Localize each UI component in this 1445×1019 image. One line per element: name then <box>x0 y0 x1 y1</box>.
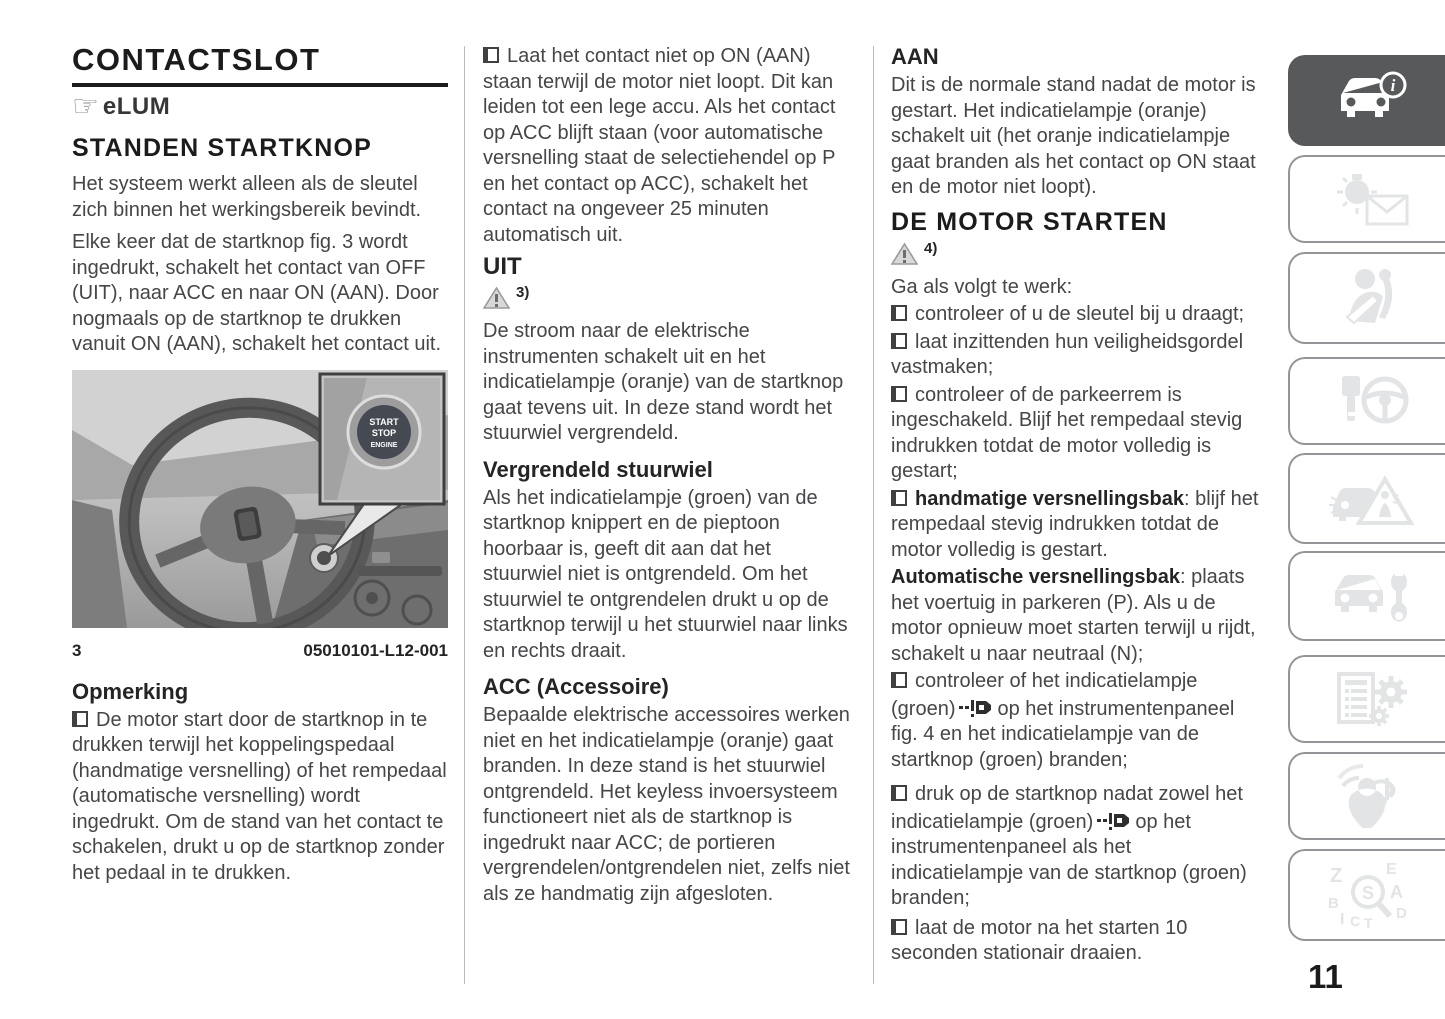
acc-title: ACC (Accessoire) <box>483 674 669 699</box>
note-title: Opmerking <box>72 678 189 704</box>
warning-reference <box>891 239 1263 266</box>
warning-ref-number: 4) <box>924 239 938 257</box>
bullet-paragraph: laat de motor na het starten 10 seconden stationair draaien. <box>891 916 1188 964</box>
svg-text:ENGINE: ENGINE <box>370 441 398 449</box>
paragraph: Automatische versnellingsbak: plaats het voertuig in parkeren (P). Als u de motor opnieuw moet starten terwijl u rijdt, schakelt u naar neutraal (N); <box>891 566 1256 665</box>
emergency-triangle-icon <box>1327 467 1417 531</box>
car-wrench-icon <box>1329 564 1415 628</box>
figure-caption <box>72 641 448 661</box>
column-3 <box>891 44 1263 969</box>
square-bullet <box>891 386 907 402</box>
figure-number: 3 <box>72 640 82 660</box>
square-bullet <box>891 305 907 321</box>
bullet-paragraph: controleer of de parkeerrem is ingeschakeld. Blijf het rempedaal stevig indrukken totdat de motor volledig is gestart; <box>891 383 1243 482</box>
column-divider <box>464 46 465 984</box>
square-bullet <box>891 919 907 935</box>
pointing-hand-icon: ☞ <box>72 90 99 123</box>
paragraph: Het systeem werkt alleen als de sleutel zich binnen het werkingsbereik bevindt. <box>72 173 422 221</box>
uit-title: UIT <box>483 253 522 280</box>
sidebar-tab-multimedia[interactable] <box>1288 752 1445 840</box>
warning-ref-number: 3) <box>516 284 530 301</box>
ignition-key-indicator-icon <box>1097 811 1131 831</box>
svg-text:STOP: STOP <box>371 427 397 438</box>
elum-logo-text: eLUM <box>102 93 171 120</box>
locked-wheel-title: Vergrendeld stuurwiel <box>483 456 713 482</box>
svg-text:C: C <box>1349 913 1360 929</box>
key-steering-wheel-icon <box>1329 370 1415 432</box>
bullet-paragraph: laat inzittenden hun veiligheidsgordel vastmaken; <box>891 330 1244 378</box>
warning-triangle-icon <box>891 242 918 266</box>
bullet-paragraph: druk op de startknop nadat zowel het indicatielampje (groen) op het instrumentenpaneel als het indicatielampje van de startknop (groen) branden; <box>891 783 1247 909</box>
column-1 <box>72 44 448 893</box>
aan-title: AAN <box>891 44 939 69</box>
page-number: 11 <box>1308 958 1343 995</box>
svg-text:D: D <box>1395 905 1407 922</box>
sidebar-tab-servicing[interactable] <box>1288 551 1445 641</box>
note-bullet: De motor start door de startknop in te drukken terwijl het koppelingspedaal (handmatige versnelling) of het rempedaal (automatische versnelling) wordt ingedrukt. Om de stand van het contact te schakelen, drukt u op de startknop zonder het pedaal in te drukken. <box>72 708 447 884</box>
start-engine-title: DE MOTOR STARTEN <box>891 207 1168 236</box>
section-title-standen-startknop: STANDEN STARTKNOP <box>72 134 373 162</box>
figure-code: 05010101-L12-001 <box>303 640 448 660</box>
square-bullet <box>72 711 88 727</box>
svg-text:START: START <box>369 416 399 427</box>
paragraph: Bepaalde elektrische accessoires werken niet en het indicatielampje (oranje) gaat branden. In deze stand is het stuurwiel ontgrendeld. Het keyless invoersysteem functioneert niet als de startknop is ingedrukt naar ACC; de portieren vergrendelen/ontgrendelen niet, zelfs niet als ze handmatig zijn afgesloten. <box>483 704 850 905</box>
paragraph: Ga als volgt te werk: <box>891 275 1073 298</box>
svg-text:A: A <box>1389 882 1403 902</box>
svg-text:B: B <box>1327 895 1339 912</box>
svg-text:Z: Z <box>1329 865 1342 887</box>
paragraph: Elke keer dat de startknop fig. 3 wordt ingedrukt, schakelt het contact van OFF (UIT), naar ACC en naar ON (AAN). Door nogmaals op de startknop te drukken vanuit ON (AAN), schakelt het contact uit. <box>72 231 442 355</box>
car-info-icon <box>1329 71 1415 131</box>
paragraph: De stroom naar de elektrische instrumenten schakelt uit en het indicatielampje (oranje) van de startknop gaat tevens uit. In deze stand wordt het stuurwiel vergrendeld. <box>483 320 844 444</box>
warning-triangle-icon <box>483 286 510 310</box>
safety-airbag-icon <box>1329 265 1415 331</box>
svg-text:S: S <box>1361 883 1374 903</box>
alphabetical-index-icon <box>1326 860 1418 930</box>
multimedia-music-icon <box>1329 764 1415 828</box>
column-2 <box>483 44 855 914</box>
lights-messages-icon <box>1329 168 1415 230</box>
sidebar-tab-emergency[interactable] <box>1288 453 1445 544</box>
sidebar-tab-car-info[interactable] <box>1288 55 1445 146</box>
sidebar-tab-index[interactable] <box>1288 849 1445 941</box>
technical-data-gears-icon <box>1329 668 1415 730</box>
square-bullet <box>891 333 907 349</box>
bullet-paragraph: controleer of u de sleutel bij u draagt; <box>891 302 1263 328</box>
bullet-paragraph: controleer of het indicatielampje (groen) op het instrumentenpaneel fig. 4 en het indicatielampje van de startknop (groen) branden; <box>891 670 1235 771</box>
bullet-paragraph: handmatige versnellingsbak: blijf het rempedaal stevig indrukken totdat de motor volledig is gestart. <box>891 487 1259 561</box>
figure-3-image <box>72 370 448 628</box>
elum-logo <box>72 90 448 123</box>
square-bullet <box>891 672 907 688</box>
page-title: CONTACTSLOT <box>72 44 448 87</box>
figure-3 <box>72 370 448 661</box>
bullet-paragraph: Laat het contact niet op ON (AAN) staan terwijl de motor niet loopt. Dit kan leiden tot een lege accu. Als het contact op ACC blijft staan (voor automatische versnelling staat de selectiehendel op P en het contact op ACC), schakelt het contact na ongeveer 25 minuten automatisch uit. <box>483 45 836 246</box>
sidebar-tab-starting-driving[interactable] <box>1288 357 1445 445</box>
svg-text:I: I <box>1339 911 1344 928</box>
ignition-key-indicator-icon <box>959 698 993 718</box>
svg-text:T: T <box>1363 915 1373 930</box>
sidebar-tab-lights-messages[interactable] <box>1288 155 1445 243</box>
warning-reference <box>483 286 855 310</box>
paragraph: Dit is de normale stand nadat de motor is gestart. Het indicatielampje (oranje) schakelt uit (het oranje indicatielampje gaat branden als het contact op ON staat en de motor niet loopt). <box>891 74 1256 198</box>
square-bullet <box>891 490 907 506</box>
square-bullet <box>891 785 907 801</box>
svg-text:E: E <box>1385 861 1397 878</box>
svg-text:i: i <box>1390 75 1395 95</box>
column-divider <box>873 46 874 984</box>
paragraph: Als het indicatielampje (groen) van de startknop knippert en de pieptoon hoorbaar is, geeft dit aan dat het stuurwiel niet is ontgrendeld. Om het stuurwiel te ontgrendelen drukt u op de startknop terwijl u het stuurwiel naar links en rechts draait. <box>483 486 848 662</box>
sidebar-tab-technical-data[interactable] <box>1288 655 1445 743</box>
square-bullet <box>483 47 499 63</box>
sidebar-tab-safety[interactable] <box>1288 252 1445 344</box>
